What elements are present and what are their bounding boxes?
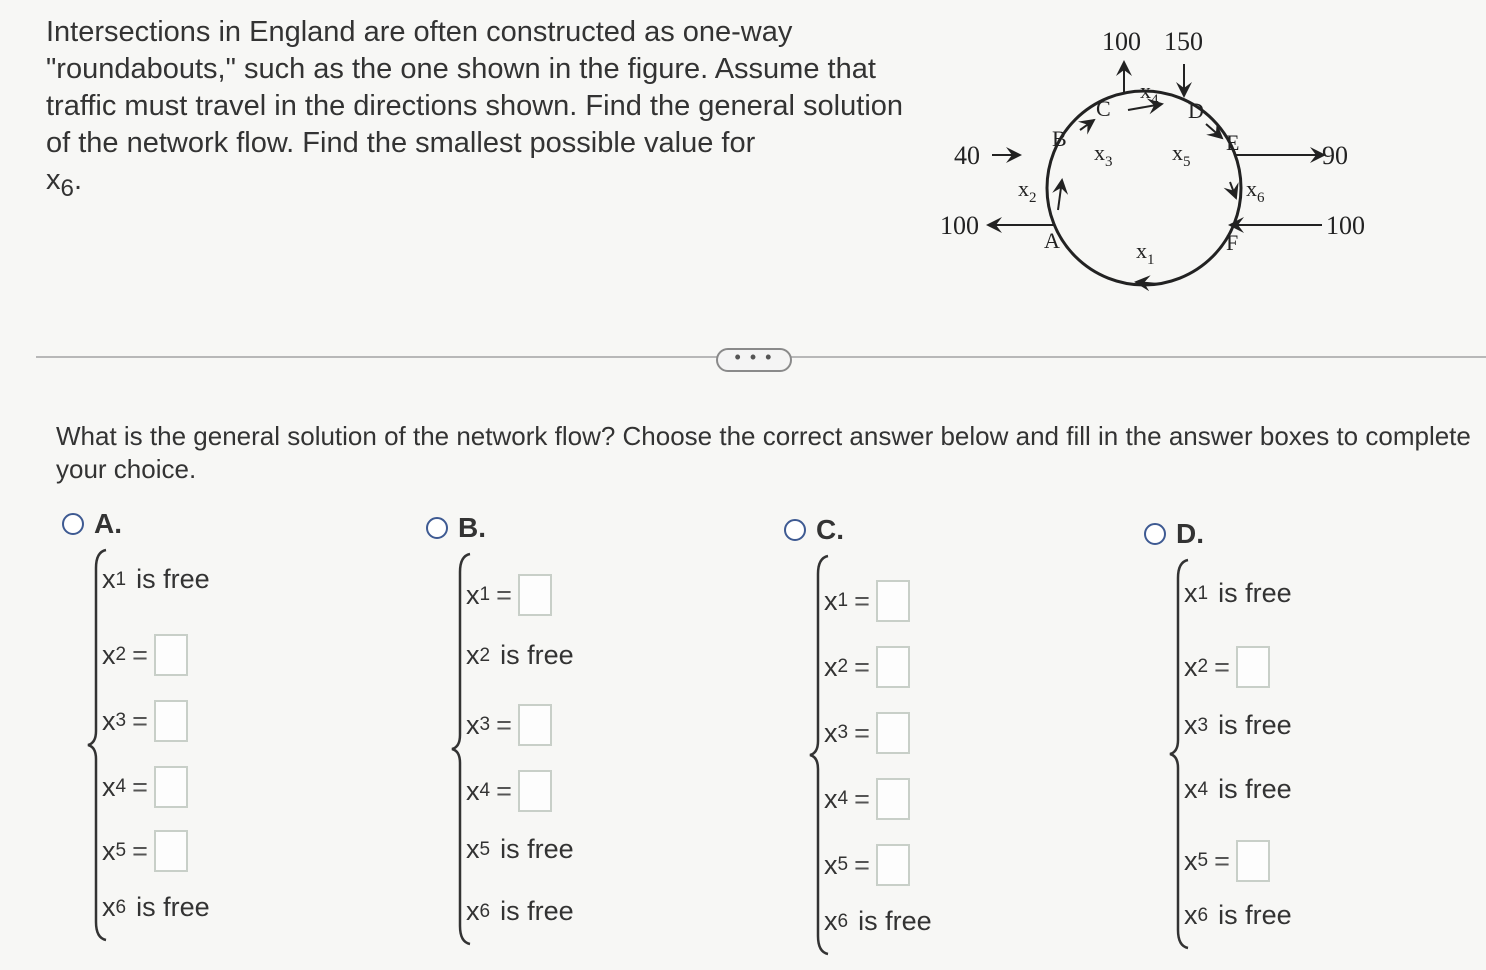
equals-sign: = (496, 775, 512, 806)
equation-row-x3 (1184, 710, 1292, 741)
equals-sign: = (496, 709, 512, 740)
free-variable-text: is free (500, 896, 574, 926)
free-variable-text: is free (136, 892, 210, 922)
equation-row-x5 (824, 844, 910, 886)
equation-row-x4 (102, 766, 188, 808)
problem-statement (46, 14, 916, 207)
variable-subscript: 1 (837, 590, 849, 611)
equation-row-x5 (1184, 840, 1270, 882)
variable-subscript: 6 (837, 910, 849, 932)
edge-x3: $x_3$ (1094, 140, 1113, 170)
variable-subscript: 3 (1197, 714, 1209, 736)
equation-row-x2 (466, 640, 574, 671)
flow-right-out: 90 (1322, 141, 1348, 170)
free-variable-text: is free (1218, 774, 1292, 804)
variable-name: x (102, 705, 116, 736)
equation-row-x6 (1184, 900, 1292, 931)
flow-top-out: 100 (1102, 27, 1141, 56)
equation-row-x1 (824, 580, 910, 622)
variable-name: x (466, 775, 480, 806)
variable-name: x (824, 717, 838, 748)
equals-sign: = (854, 717, 870, 748)
equals-sign: = (496, 579, 512, 610)
equation-row-x5 (102, 830, 188, 872)
equals-sign: = (132, 835, 148, 866)
answer-box[interactable] (876, 844, 910, 886)
equals-sign: = (132, 771, 148, 802)
equation-row-x3 (466, 704, 552, 746)
answer-box[interactable] (154, 766, 188, 808)
equals-sign: = (854, 849, 870, 880)
answer-box[interactable] (876, 712, 910, 754)
equals-sign: = (132, 705, 148, 736)
variable-name: x (102, 771, 116, 802)
variable-name: x (466, 834, 480, 864)
target-var-suffix: . (73, 164, 82, 196)
variable-subscript: 6 (1197, 904, 1209, 926)
free-variable-text: is free (1218, 710, 1292, 740)
edge-x2: $x_2$ (1018, 176, 1037, 206)
option-letter: A. (94, 508, 122, 539)
answer-box[interactable] (518, 770, 552, 812)
equals-sign: = (132, 639, 148, 670)
option-letter: C. (816, 514, 844, 545)
equation-row-x3 (102, 700, 188, 742)
roundabout-diagram (930, 20, 1370, 320)
question-text: What is the general solution of the network flow? Choose the correct answer below and fill in the answer boxes to complete your choice. (56, 421, 1471, 484)
variable-name: x (824, 906, 838, 936)
variable-subscript: 5 (115, 840, 127, 861)
target-var-sub: 6 (60, 174, 74, 202)
arrow-x2 (1058, 180, 1062, 210)
variable-subscript: 5 (837, 854, 849, 875)
answer-box[interactable] (518, 704, 552, 746)
node-b: B (1052, 126, 1067, 151)
variable-name: x (466, 579, 480, 610)
equation-row-x6 (102, 892, 210, 923)
variable-name: x (824, 651, 838, 682)
answer-box[interactable] (154, 700, 188, 742)
radio-button[interactable] (1144, 523, 1166, 545)
equals-sign: = (1214, 651, 1230, 682)
free-variable-text: is free (136, 564, 210, 594)
node-e: E (1226, 130, 1240, 155)
variable-name: x (824, 585, 838, 616)
answer-box[interactable] (518, 574, 552, 616)
system-brace (1168, 558, 1192, 950)
edge-x6: $x_6$ (1246, 176, 1265, 206)
flow-right-in: 100 (1326, 211, 1365, 240)
variable-subscript: 2 (1197, 656, 1209, 677)
variable-subscript: 4 (837, 788, 849, 809)
equation-row-x4 (1184, 774, 1292, 805)
free-variable-text: is free (500, 834, 574, 864)
radio-button[interactable] (62, 513, 84, 535)
equation-row-x4 (824, 778, 910, 820)
variable-subscript: 6 (479, 900, 491, 922)
radio-button[interactable] (426, 517, 448, 539)
equation-row-x2 (102, 634, 188, 676)
equation-row-x6 (466, 896, 574, 927)
variable-subscript: 3 (837, 722, 849, 743)
option-letter: D. (1176, 518, 1204, 549)
option-header[interactable] (426, 512, 486, 544)
arrow-x3 (1080, 120, 1094, 130)
radio-button[interactable] (784, 519, 806, 541)
free-variable-text: is free (1218, 900, 1292, 930)
answer-box[interactable] (876, 580, 910, 622)
target-var-letter: x (46, 164, 61, 196)
option-header[interactable] (784, 514, 844, 546)
equation-row-x5 (466, 834, 574, 865)
variable-name: x (824, 849, 838, 880)
equals-sign: = (854, 651, 870, 682)
free-variable-text: is free (500, 640, 574, 670)
expand-more-button[interactable]: • • • (716, 348, 792, 372)
variable-name: x (102, 564, 116, 594)
variable-name: x (102, 835, 116, 866)
variable-subscript: 2 (115, 644, 127, 665)
answer-box[interactable] (154, 634, 188, 676)
option-header[interactable] (62, 508, 122, 540)
variable-name: x (102, 892, 116, 922)
option-letter: B. (458, 512, 486, 543)
variable-name: x (1184, 900, 1198, 930)
variable-subscript: 2 (479, 644, 491, 666)
flow-left-out: 100 (940, 211, 979, 240)
flow-top-in: 150 (1164, 27, 1203, 56)
variable-name: x (466, 709, 480, 740)
free-variable-text: is free (1218, 578, 1292, 608)
equation-row-x2 (824, 646, 910, 688)
variable-name: x (1184, 651, 1198, 682)
equation-row-x1 (1184, 578, 1292, 609)
variable-subscript: 3 (115, 710, 127, 731)
equation-row-x1 (466, 574, 552, 616)
variable-subscript: 5 (1197, 850, 1209, 871)
edge-x1: $x_1$ (1136, 238, 1155, 268)
variable-name: x (466, 640, 480, 670)
flow-left-in: 40 (954, 141, 980, 170)
system-brace (86, 548, 110, 942)
variable-name: x (1184, 710, 1198, 740)
answer-box[interactable] (876, 778, 910, 820)
edge-x5: $x_5$ (1172, 140, 1191, 170)
variable-name: x (1184, 845, 1198, 876)
option-header[interactable] (1144, 518, 1204, 550)
equals-sign: = (854, 585, 870, 616)
variable-subscript: 5 (479, 838, 491, 860)
node-a: A (1044, 228, 1060, 253)
variable-name: x (466, 896, 480, 926)
equation-row-x3 (824, 712, 910, 754)
variable-name: x (1184, 578, 1198, 608)
variable-name: x (102, 639, 116, 670)
node-d: D (1188, 98, 1204, 123)
arrow-x6 (1230, 182, 1236, 198)
equation-row-x4 (466, 770, 552, 812)
equation-row-x6 (824, 906, 932, 937)
variable-subscript: 1 (1197, 582, 1209, 604)
node-c: C (1096, 96, 1111, 121)
free-variable-text: is free (858, 906, 932, 936)
variable-subscript: 1 (115, 568, 127, 590)
variable-subscript: 6 (115, 896, 127, 918)
equation-row-x1 (102, 564, 210, 595)
variable-subscript: 4 (1197, 778, 1209, 800)
equals-sign: = (1214, 845, 1230, 876)
variable-subscript: 4 (479, 780, 491, 801)
variable-subscript: 4 (115, 776, 127, 797)
variable-subscript: 2 (837, 656, 849, 677)
answer-box[interactable] (154, 830, 188, 872)
answer-box[interactable] (1236, 840, 1270, 882)
equation-row-x2 (1184, 646, 1270, 688)
variable-name: x (1184, 774, 1198, 804)
target-variable (46, 162, 916, 207)
equals-sign: = (854, 783, 870, 814)
variable-subscript: 3 (479, 714, 491, 735)
answer-box[interactable] (876, 646, 910, 688)
answer-box[interactable] (1236, 646, 1270, 688)
edge-x4: $x_4$ (1140, 78, 1159, 108)
variable-subscript: 1 (479, 584, 491, 605)
variable-name: x (824, 783, 838, 814)
node-f: F (1226, 230, 1239, 255)
problem-text: Intersections in England are often constructed as one-way "roundabouts," such as the one shown in the figure. Assume that traffic must travel in the directions shown. Find the general solution of the network flow. Find the smallest possible value for (46, 16, 904, 159)
